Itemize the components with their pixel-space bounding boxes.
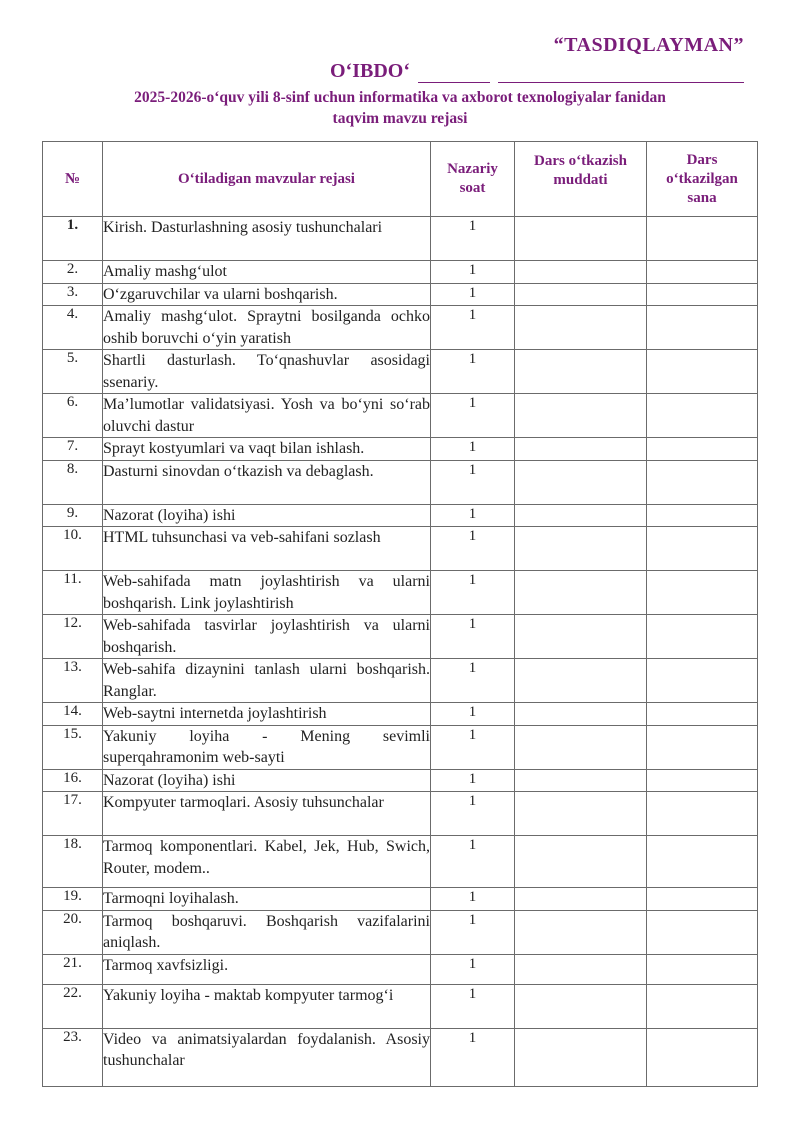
row-topic: Web-sahifada matn joylashtirish va ularni boshqarish. Link joylashtirish [103, 571, 431, 615]
row-date-cell [647, 888, 758, 911]
row-topic: Video va animatsiyalardan foydalanish. Asosiy tushunchalar [103, 1028, 431, 1086]
row-topic: HTML tuhsunchasi va veb-sahifani sozlash [103, 527, 431, 571]
row-topic: Shartli dasturlash. To‘qnashuvlar asosidagi ssenariy. [103, 350, 431, 394]
row-hours: 1 [431, 836, 515, 888]
row-hours: 1 [431, 261, 515, 284]
row-topic: Tarmoqni loyihalash. [103, 888, 431, 911]
column-header-date: Dars o‘tkazilgan sana [647, 142, 758, 217]
table-row [43, 615, 758, 659]
row-date-cell [647, 910, 758, 954]
row-date-cell [647, 954, 758, 984]
column-header-topics: O‘tiladigan mavzular rejasi [103, 142, 431, 217]
row-topic: Dasturni sinovdan o‘tkazish va debaglash. [103, 460, 431, 504]
row-topic: Yakuniy loyiha - Mening sevimli superqahramonim web-sayti [103, 725, 431, 769]
row-number: 10. [43, 527, 103, 571]
row-duration-cell [515, 504, 647, 527]
row-hours: 1 [431, 888, 515, 911]
row-topic: Web-sahifada tasvirlar joylashtirish va ularni boshqarish. [103, 615, 431, 659]
row-number: 6. [43, 394, 103, 438]
row-number: 12. [43, 615, 103, 659]
row-number: 5. [43, 350, 103, 394]
row-duration-cell [515, 836, 647, 888]
row-topic: Amaliy mashg‘ulot. Spraytni bosilganda ochko oshib boruvchi o‘yin yaratish [103, 306, 431, 350]
row-date-cell [647, 659, 758, 703]
row-hours: 1 [431, 504, 515, 527]
row-date-cell [647, 703, 758, 726]
row-duration-cell [515, 527, 647, 571]
row-topic: Web-saytni internetda joylashtirish [103, 703, 431, 726]
row-hours: 1 [431, 984, 515, 1028]
row-duration-cell [515, 984, 647, 1028]
row-duration-cell [515, 306, 647, 350]
table-row [43, 984, 758, 1028]
row-hours: 1 [431, 792, 515, 836]
row-hours: 1 [431, 1028, 515, 1086]
row-topic: Ma’lumotlar validatsiyasi. Yosh va bo‘yni so‘rab oluvchi dastur [103, 394, 431, 438]
row-hours: 1 [431, 350, 515, 394]
row-hours: 1 [431, 659, 515, 703]
row-number: 11. [43, 571, 103, 615]
column-header-hours: Nazariy soat [431, 142, 515, 217]
row-duration-cell [515, 615, 647, 659]
row-number: 3. [43, 283, 103, 306]
row-hours: 1 [431, 283, 515, 306]
row-hours: 1 [431, 527, 515, 571]
row-date-cell [647, 1028, 758, 1086]
row-date-cell [647, 527, 758, 571]
table-header-row [43, 142, 758, 217]
row-date-cell [647, 460, 758, 504]
row-date-cell [647, 438, 758, 461]
table-row [43, 460, 758, 504]
row-hours: 1 [431, 460, 515, 504]
row-duration-cell [515, 571, 647, 615]
document-title [40, 87, 760, 129]
row-topic: Kompyuter tarmoqlari. Asosiy tuhsunchalar [103, 792, 431, 836]
table-row [43, 659, 758, 703]
row-date-cell [647, 306, 758, 350]
row-number: 14. [43, 703, 103, 726]
row-duration-cell [515, 725, 647, 769]
row-topic: Kirish. Dasturlashning asosiy tushunchalari [103, 217, 431, 261]
row-hours: 1 [431, 725, 515, 769]
director-name-blank [418, 62, 490, 83]
row-hours: 1 [431, 910, 515, 954]
row-number: 1. [43, 217, 103, 261]
row-date-cell [647, 769, 758, 792]
table-row [43, 438, 758, 461]
row-number: 18. [43, 836, 103, 888]
row-date-cell [647, 836, 758, 888]
column-header-number: № [43, 142, 103, 217]
table-body [43, 217, 758, 1087]
row-duration-cell [515, 217, 647, 261]
row-topic: Yakuniy loyiha - maktab kompyuter tarmog‘i [103, 984, 431, 1028]
row-duration-cell [515, 703, 647, 726]
row-date-cell [647, 792, 758, 836]
table-row [43, 217, 758, 261]
row-duration-cell [515, 438, 647, 461]
row-number: 15. [43, 725, 103, 769]
title-line-1: 2025-2026-o‘quv yili 8-sinf uchun informatika va axborot texnologiyalar fanidan [134, 89, 666, 106]
row-duration-cell [515, 910, 647, 954]
table-row [43, 571, 758, 615]
row-hours: 1 [431, 769, 515, 792]
row-hours: 1 [431, 703, 515, 726]
table-row [43, 394, 758, 438]
table-row [43, 703, 758, 726]
row-duration-cell [515, 954, 647, 984]
row-hours: 1 [431, 615, 515, 659]
row-date-cell [647, 261, 758, 284]
row-hours: 1 [431, 217, 515, 261]
title-line-2: taqvim mavzu rejasi [332, 110, 468, 127]
row-number: 4. [43, 306, 103, 350]
table-row [43, 504, 758, 527]
row-topic: Tarmoq komponentlari. Kabel, Jek, Hub, Swich, Router, modem.. [103, 836, 431, 888]
row-hours: 1 [431, 438, 515, 461]
table-row [43, 527, 758, 571]
row-number: 8. [43, 460, 103, 504]
row-duration-cell [515, 261, 647, 284]
row-topic: Tarmoq boshqaruvi. Boshqarish vazifalarini aniqlash. [103, 910, 431, 954]
row-number: 9. [43, 504, 103, 527]
approval-heading: “TASDIQLAYMAN” [553, 34, 744, 56]
row-topic: Tarmoq xavfsizligi. [103, 954, 431, 984]
row-duration-cell [515, 350, 647, 394]
row-hours: 1 [431, 571, 515, 615]
table-row [43, 350, 758, 394]
row-number: 21. [43, 954, 103, 984]
row-date-cell [647, 394, 758, 438]
row-date-cell [647, 217, 758, 261]
row-number: 2. [43, 261, 103, 284]
table-row [43, 836, 758, 888]
table-row [43, 910, 758, 954]
row-number: 7. [43, 438, 103, 461]
row-duration-cell [515, 769, 647, 792]
row-hours: 1 [431, 394, 515, 438]
row-duration-cell [515, 283, 647, 306]
row-topic: Amaliy mashg‘ulot [103, 261, 431, 284]
column-header-duration: Dars o‘tkazish muddati [515, 142, 647, 217]
row-topic: Nazorat (loyiha) ishi [103, 504, 431, 527]
row-date-cell [647, 350, 758, 394]
row-duration-cell [515, 888, 647, 911]
row-number: 19. [43, 888, 103, 911]
lesson-plan-table [42, 141, 758, 1087]
row-number: 20. [43, 910, 103, 954]
table-row [43, 792, 758, 836]
row-date-cell [647, 725, 758, 769]
row-duration-cell [515, 1028, 647, 1086]
table-row [43, 888, 758, 911]
row-date-cell [647, 571, 758, 615]
row-number: 22. [43, 984, 103, 1028]
table-row [43, 261, 758, 284]
table-row [43, 306, 758, 350]
row-duration-cell [515, 460, 647, 504]
row-number: 23. [43, 1028, 103, 1086]
row-hours: 1 [431, 306, 515, 350]
row-number: 17. [43, 792, 103, 836]
row-date-cell [647, 615, 758, 659]
row-duration-cell [515, 792, 647, 836]
row-duration-cell [515, 394, 647, 438]
row-date-cell [647, 984, 758, 1028]
director-signature-blank [498, 62, 744, 83]
table-row [43, 954, 758, 984]
row-number: 16. [43, 769, 103, 792]
row-duration-cell [515, 659, 647, 703]
row-number: 13. [43, 659, 103, 703]
table-row [43, 283, 758, 306]
director-signature-line [330, 60, 744, 83]
row-topic: Web-sahifa dizaynini tanlash ularni boshqarish. Ranglar. [103, 659, 431, 703]
row-topic: Nazorat (loyiha) ishi [103, 769, 431, 792]
table-row [43, 1028, 758, 1086]
row-topic: O‘zgaruvchilar va ularni boshqarish. [103, 283, 431, 306]
table-row [43, 725, 758, 769]
row-hours: 1 [431, 954, 515, 984]
row-date-cell [647, 283, 758, 306]
row-topic: Sprayt kostyumlari va vaqt bilan ishlash. [103, 438, 431, 461]
table-row [43, 769, 758, 792]
row-date-cell [647, 504, 758, 527]
director-label: O‘IBDO‘ [330, 60, 410, 82]
